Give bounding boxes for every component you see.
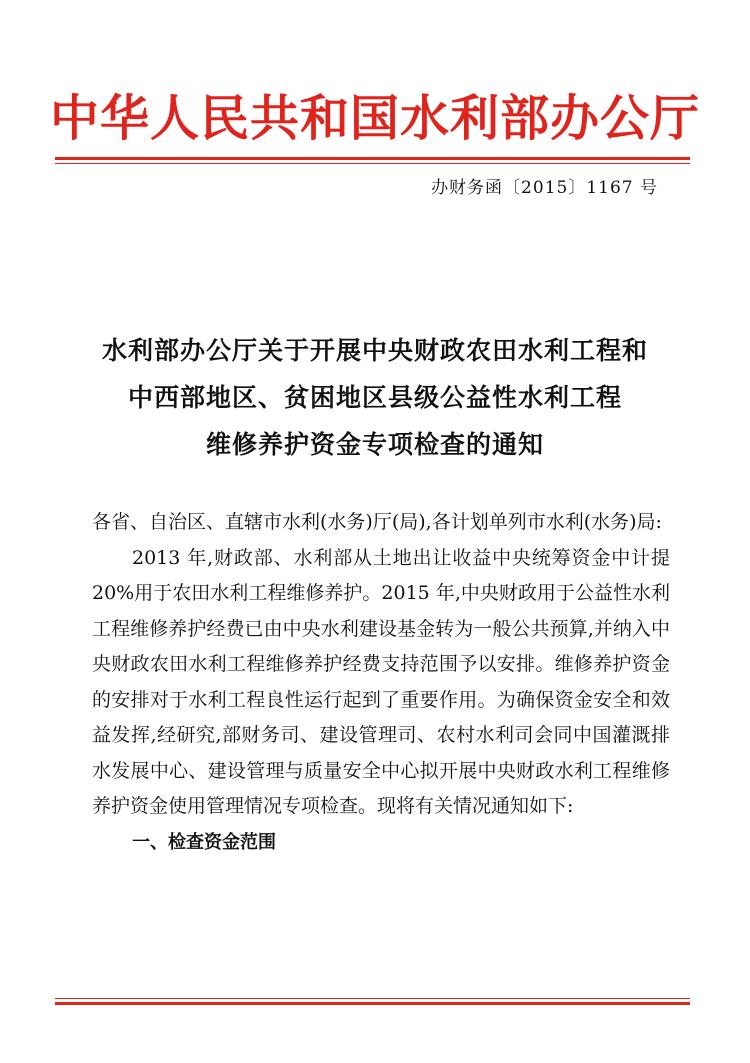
salutation: 各省、自治区、直辖市水利(水务)厅(局),各计划单列市水利(水务)局: (92, 511, 662, 533)
footer-divider-thick (55, 1002, 690, 1005)
org-header-title: 中华人民共和国水利部办公厅 (49, 90, 700, 147)
title-line-1: 水利部办公厅关于开展中央财政农田水利工程和 (101, 336, 648, 365)
document-title (0, 327, 750, 468)
document-number: 办财务函〔2015〕1167 号 (431, 178, 658, 198)
section-heading: 一、检查资金范围 (132, 831, 276, 853)
body-paragraph: 2013 年,财政部、水利部从土地出让收益中央统筹资金中计提 20%用于农田水利工程维修养护。2015 年,中央财政用于公益性水利工程维修养护经费已由中央水利建设基金转为一般公共预算,并纳入中央财政农田水利工程维修养护经费支持范围予以安排。维修养护资金的安排对于水利工程良性运行起到了重要作用。为确保资金安全和效益发挥,经研究,部财务司、建设管理司、农村水利司会同中国灌溉排水发展中心、建设管理与质量安全中心拟开展中央财政水利工程维修养护资金使用管理情况专项检查。现将有关情况通知如下: (92, 546, 670, 817)
footer-divider-thin (55, 998, 690, 999)
document-body (92, 505, 670, 860)
title-line-3: 维修养护资金专项检查的通知 (205, 430, 544, 459)
header-divider-thick (55, 157, 690, 160)
header-divider-thin (55, 163, 690, 164)
title-line-2: 中西部地区、贫困地区县级公益性水利工程 (127, 383, 622, 412)
